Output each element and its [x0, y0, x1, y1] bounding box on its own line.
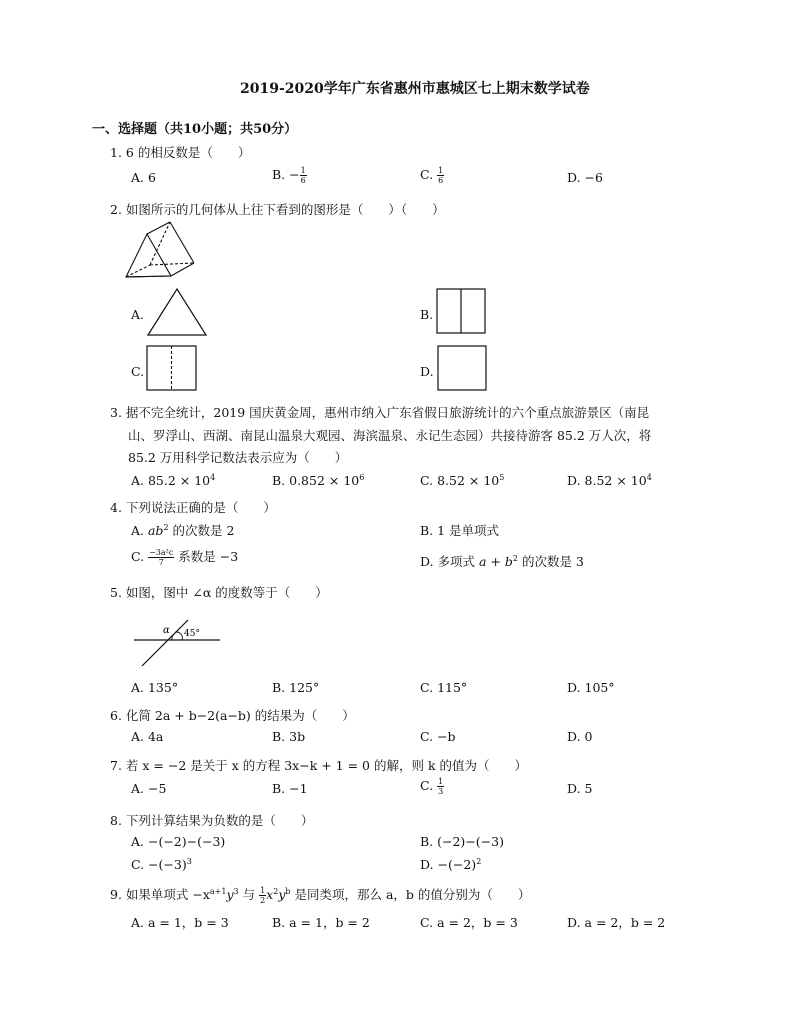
question-5-option-d: D. 105° [567, 680, 615, 695]
question-3-option-d: D. $8.52 \times 10^4$ [567, 473, 652, 488]
option-a-triangle-figure [145, 286, 209, 338]
question-4-option-b: B. 1 是单项式 [420, 523, 500, 538]
question-9-option-c: C. a = 2，b = 3 [420, 915, 518, 930]
question-6-stem: 6. 化简 2a + b−2(a−b) 的结果为（ ） [110, 708, 355, 723]
question-3-line-2: 山、罗浮山、西湖、南昆山温泉大观园、海滨温泉、永记生态园）共接待游客 85.2 万人次，将 [128, 428, 652, 443]
question-6-option-a: A. 4a [131, 729, 164, 744]
question-3-option-b: B. $0.852 \times 10^6$ [272, 473, 365, 488]
option-c-rectangle-dashed-line-figure [146, 345, 200, 393]
question-6-option-d: D. 0 [567, 729, 593, 744]
question-5-stem: 5. 如图，图中 ∠α 的度数等于（ ） [110, 585, 328, 600]
question-3-option-a: A. $85.2 \times 10^4$ [131, 473, 216, 488]
question-8-option-a: A. −(−2)−(−3) [131, 834, 226, 849]
question-4-option-c: C. $\frac{\text{−3a²c}}{7}$ 系数是 −3 [131, 548, 239, 567]
triangular-prism-figure [124, 219, 196, 279]
question-7-option-c: C. $\frac{1}{3}$ [420, 777, 444, 796]
angle-figure [132, 616, 224, 668]
question-4-option-a: A. $ab^2$ 的次数是 2 [131, 523, 235, 538]
option-b-rectangle-solid-line-figure [436, 288, 488, 336]
question-3-line-3: 85.2 万用科学记数法表示应为（ ） [128, 450, 348, 465]
question-9-option-a: A. a = 1，b = 3 [131, 915, 229, 930]
question-7-option-d: D. 5 [567, 781, 593, 796]
angle-45-label: 45° [184, 629, 200, 639]
question-1-option-a: A. 6 [131, 170, 156, 185]
question-5-option-b: B. 125° [272, 680, 320, 695]
question-4-option-d: D. 多项式 $a + b^2$ 的次数是 3 [420, 554, 584, 569]
question-3-option-c: C. $8.52 \times 10^5$ [420, 473, 505, 488]
question-6-option-c: C. −b [420, 729, 456, 744]
question-4-stem: 4. 下列说法正确的是（ ） [110, 500, 276, 515]
question-1-stem: 1. 6 的相反数是（ ） [110, 145, 251, 160]
question-7-option-b: B. −1 [272, 781, 308, 796]
question-2-stem: 2. 如图所示的几何体从上往下看到的图形是（ ）（ ） [110, 202, 445, 217]
page-title: 2019-2020学年广东省惠州市惠城区七上期末数学试卷 [240, 81, 590, 97]
question-5-option-a: A. 135° [131, 680, 179, 695]
alpha-label: α [163, 625, 170, 636]
question-1-option-b: B. − $\frac{1}{6}$ [272, 166, 306, 185]
question-7-option-a: A. −5 [131, 781, 167, 796]
question-7-stem: 7. 若 x = −2 是关于 x 的方程 3x−k + 1 = 0 的解，则 k 的值为（ ） [110, 758, 528, 773]
question-9-stem: 9. 如果单项式 $-x^{a+1}y^3$ 与 $\frac{1}{2}$ $x^2y^b$ 是同类项，那么 a，b 的值分别为（ ） [110, 886, 531, 905]
option-d-rectangle-figure [437, 345, 489, 393]
question-8-option-b: B. (−2)−(−3) [420, 834, 504, 849]
question-1-option-c: C. $\frac{1}{6}$ [420, 166, 444, 185]
question-2-option-a-label: A. [131, 307, 145, 322]
question-5-option-c: C. 115° [420, 680, 468, 695]
question-1-option-d: D. −6 [567, 170, 603, 185]
question-6-option-b: B. 3b [272, 729, 306, 744]
question-2-option-d-label: D. [420, 364, 434, 379]
question-8-stem: 8. 下列计算结果为负数的是（ ） [110, 813, 314, 828]
question-9-option-b: B. a = 1，b = 2 [272, 915, 370, 930]
question-8-option-d: D. $-(-2)^2$ [420, 857, 482, 872]
question-8-option-c: C. $-(-3)^3$ [131, 857, 192, 872]
section-heading: 一、选择题（共10小题；共50分） [92, 122, 298, 137]
question-3-line-1: 3. 据不完全统计，2019 国庆黄金周，惠州市纳入广东省假日旅游统计的六个重点旅游景区（南昆 [110, 405, 650, 420]
question-2-option-b-label: B. [420, 307, 434, 322]
question-9-option-d: D. a = 2，b = 2 [567, 915, 666, 930]
question-2-option-c-label: C. [131, 364, 145, 379]
